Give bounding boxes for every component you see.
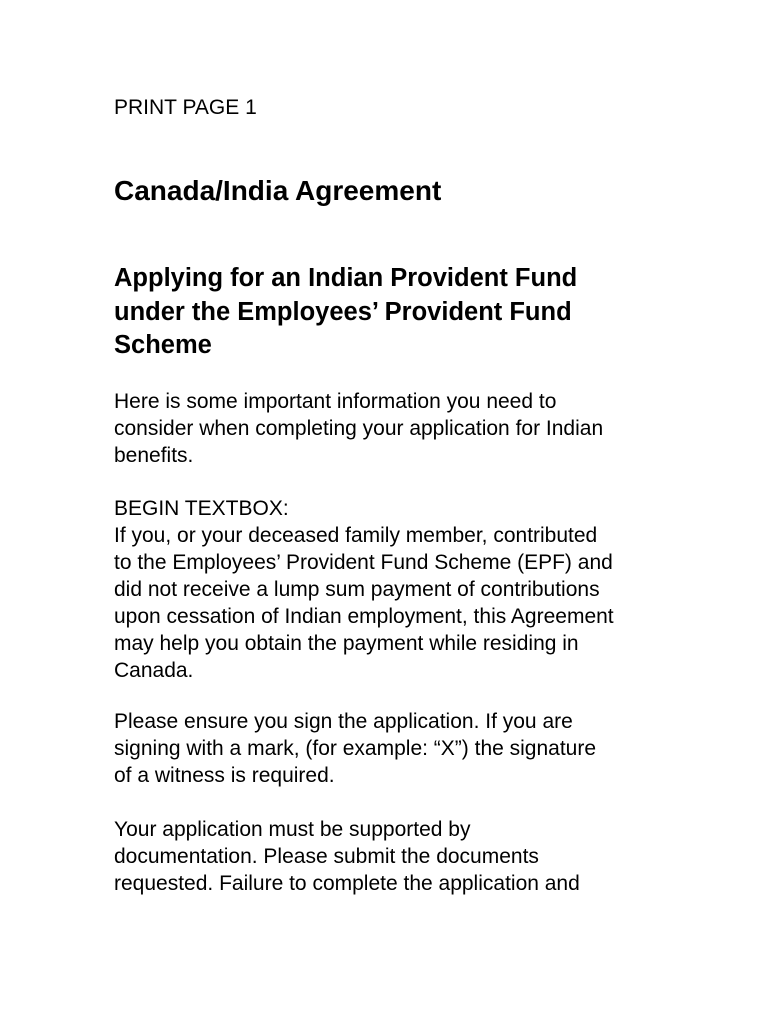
text-line: Please ensure you sign the application. If you are	[114, 710, 573, 733]
text-line: Here is some important information you need to	[114, 390, 557, 413]
subtitle-line: Applying for an Indian Provident Fund	[114, 264, 578, 292]
text-line: Canada.	[114, 659, 194, 682]
print-page-label: PRINT PAGE 1	[114, 96, 257, 119]
textbox-paragraph	[114, 495, 674, 684]
document-subtitle	[114, 262, 674, 363]
text-line: may help you obtain the payment while residing in	[114, 632, 579, 655]
signature-paragraph	[114, 708, 674, 789]
text-line: Your application must be supported by	[114, 818, 471, 841]
text-line: BEGIN TEXTBOX:	[114, 497, 289, 520]
text-line: signing with a mark, (for example: “X”) the signature	[114, 737, 597, 760]
text-line: consider when completing your application for Indian	[114, 417, 604, 440]
text-line: requested. Failure to complete the application and	[114, 872, 580, 895]
document-title: Canada/India Agreement	[114, 175, 442, 206]
text-line: If you, or your deceased family member, contributed	[114, 524, 598, 547]
intro-paragraph	[114, 388, 674, 469]
subtitle-line: under the Employees’ Provident Fund	[114, 297, 572, 326]
text-line: documentation. Please submit the documents	[114, 845, 539, 868]
text-line: upon cessation of Indian employment, this Agreement	[114, 605, 614, 628]
subtitle-line: Scheme	[114, 331, 212, 359]
text-line: to the Employees’ Provident Fund Scheme (EPF) and	[114, 551, 613, 574]
text-line: did not receive a lump sum payment of contributions	[114, 578, 600, 601]
documentation-paragraph	[114, 816, 674, 897]
text-line: benefits.	[114, 444, 194, 467]
text-line: of a witness is required.	[114, 764, 335, 787]
